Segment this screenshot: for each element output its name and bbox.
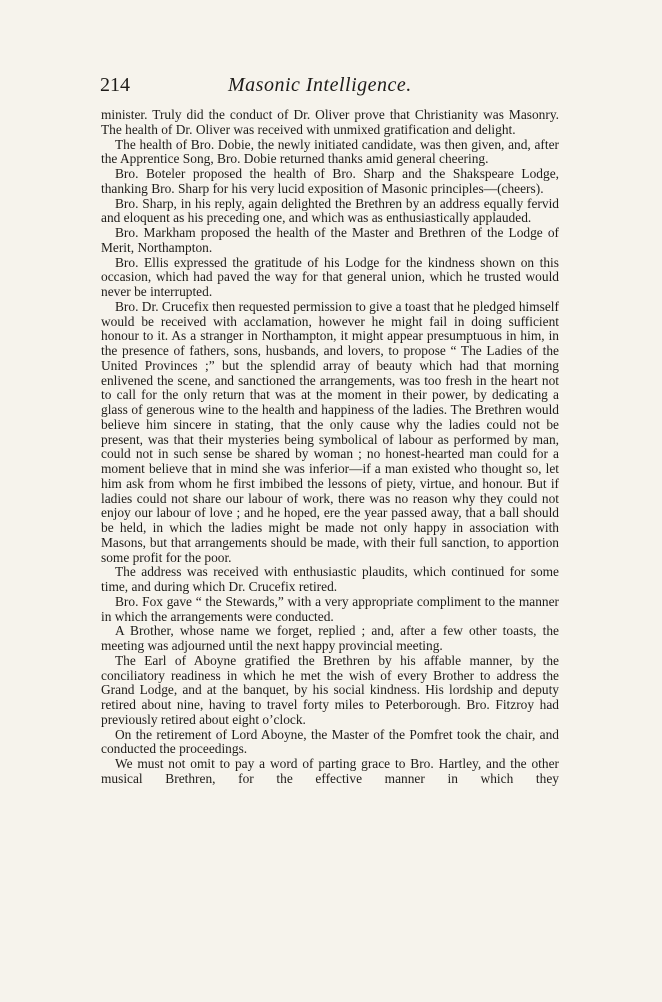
paragraph-7: Bro. Dr. Crucefix then requested permission to give a toast that he pledged himself would be received with acclamation, however he might fail in doing sufficient honour to it. As a stranger in Northampton, it might appear presumptuous in him, in the presence of fathers, sons, husbands, and lovers, to propose “ The Ladies of the United Provinces ;” but the splendid array of beauty which had that morning enlivened the scene, and sanctioned the arrangements, was too fresh in the heart not to call for the only return that was at the moment in their power, by dedicating a glass of generous wine to the health and happiness of the ladies. The Brethren would believe him sincere in stating, that the only cause why the ladies could not be present, was that their mysteries being symbolical of labour as performed by man, could not in such sense be shared by woman ; no honest-hearted man could for a moment believe that in mind she was inferior—if a man existed who thought so, let him ask from whom he first imbibed the lessons of piety, virtue, and honour. But if ladies could not share our labour of work, there was no reason why they could not enjoy our labour of love ; and he hoped, ere the year passed away, that a ball should be held, in which the ladies might be made not only happy in association with Masons, but that arrangements should be made, with their full sanction, to apportion some profit for the poor. [101,298,559,565]
paragraph-10: A Brother, whose name we forget, replied ; and, after a few other toasts, the meeting was adjourned until the next happy provincial meeting. [101,623,559,653]
page-header [100,72,558,98]
paragraph-4: Bro. Sharp, in his reply, again delighted the Brethren by an address equally fervid and eloquent as his preceding one, and which was as enthusiastically applauded. [101,195,559,226]
paragraph-2: The health of Bro. Dobie, the newly initiated candidate, was then given, and, after the Apprentice Song, Bro. Dobie returned thanks amid general cheering. [101,136,559,167]
paragraph-1: minister. Truly did the conduct of Dr. Oliver prove that Christianity was Masonry. The health of Dr. Oliver was received with unmixed gratification and delight. [101,107,559,137]
paragraph-6: Bro. Ellis expressed the gratitude of his Lodge for the kindness shown on this occasion, which had paved the way for that general union, which he trusted would never be interrupted. [101,254,559,299]
paragraph-9: Bro. Fox gave “ the Stewards,” with a very appropriate compliment to the manner in which the arrangements were conducted. [101,593,559,624]
paragraph-12: On the retirement of Lord Aboyne, the Master of the Pomfret took the chair, and conducted the proceedings. [101,726,559,757]
running-title: Masonic Intelligence. [228,74,412,96]
article-body [101,108,559,787]
paragraph-13: We must not omit to pay a word of parting grace to Bro. Hartley, and the other musical Brethren, for the effective manner in which they [101,756,559,786]
page-number: 214 [100,74,130,96]
paragraph-8: The address was received with enthusiastic plaudits, which continued for some time, and during which Dr. Crucefix retired. [101,564,559,594]
paragraph-11: The Earl of Aboyne gratified the Brethren by his affable manner, by the conciliatory readiness in which he met the wish of every Brother to address the Grand Lodge, and at the banquet, by his social kindness. His lordship and deputy retired about nine, having to travel forty miles to Peterborough. Bro. Fitzroy had previously retired about eight o’clock. [101,652,559,727]
paragraph-3: Bro. Boteler proposed the health of Bro. Sharp and the Shakspeare Lodge, thanking Bro. Sharp for his very lucid exposition of Masonic principles—(cheers). [101,166,559,196]
paragraph-5: Bro. Markham proposed the health of the Master and Brethren of the Lodge of Merit, Northampton. [101,225,559,255]
